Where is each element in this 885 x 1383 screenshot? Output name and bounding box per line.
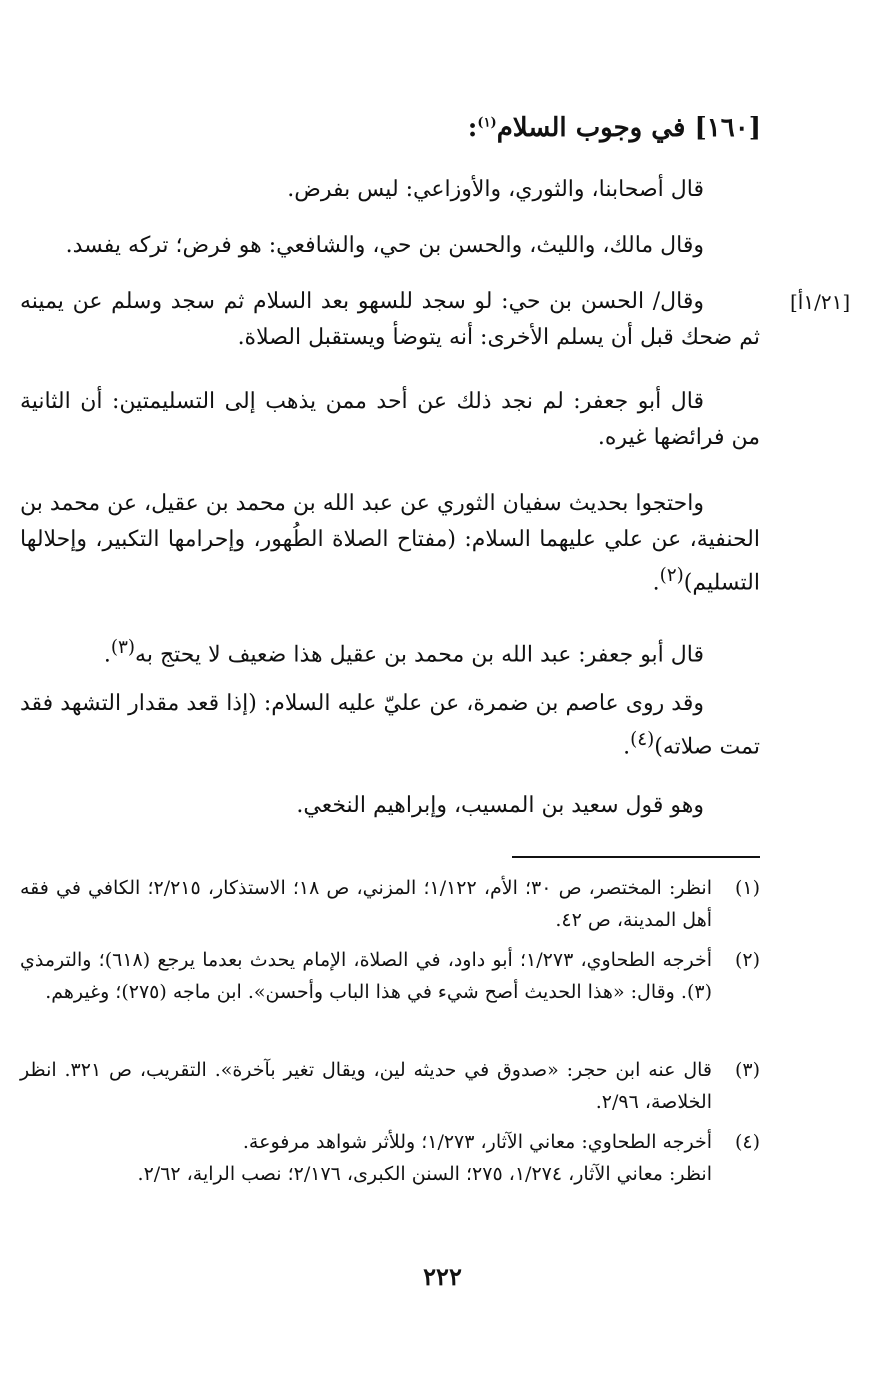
footnote-number: (٤) bbox=[734, 1131, 760, 1153]
paragraph bbox=[20, 284, 760, 356]
footnote-ref: (٣) bbox=[110, 637, 136, 658]
section-title: في وجوب السلام bbox=[496, 113, 686, 143]
paragraph-text: واحتجوا بحديث سفيان الثوري عن عبد الله بن محمد بن عقيل، عن محمد بن الحنفية، عن علي عليهما السلام: (مفتاح الصلاة الطُهور، وإحرامها التكبير، وإحلالها التسليم) bbox=[20, 491, 760, 596]
page-number: ٢٢٢ bbox=[423, 1262, 462, 1291]
footnote-text: قال عنه ابن حجر: «صدوق في حديثه لين، ويقال تغير بآخرة». التقريب، ص ٣٢١. انظر الخلاصة، ٢/٩٦. bbox=[20, 1059, 712, 1113]
paragraph-text: وقال مالك، والليث، والحسن بن حي، والشافعي: هو فرض؛ تركه يفسد. bbox=[65, 233, 704, 258]
punctuation: . bbox=[103, 642, 111, 668]
punctuation: . bbox=[652, 570, 660, 596]
section-heading bbox=[468, 108, 761, 148]
footnote-ref: (٢) bbox=[659, 565, 684, 586]
footnote bbox=[20, 944, 760, 1008]
footnote-number: (١) bbox=[734, 877, 760, 899]
paragraph-text: وقال/ الحسن بن حي: لو سجد للسهو بعد السلام ثم سجد وسلم عن يمينه ثم ضحك قبل أن يسلم الأخرى: أنه يتوضأ ويستقبل الصلاة. bbox=[20, 289, 760, 350]
paragraph-text: وهو قول سعيد بن المسيب، وإبراهيم النخعي. bbox=[296, 793, 704, 818]
paragraph-text: قال أصحابنا، والثوري، والأوزاعي: ليس بفرض. bbox=[287, 177, 704, 202]
heading-footnote-ref: (١) bbox=[477, 115, 497, 131]
punctuation: . bbox=[623, 734, 631, 760]
footnote-separator bbox=[512, 856, 760, 858]
paragraph bbox=[20, 172, 760, 208]
manuscript-folio-ref: [١/٢١أ] bbox=[790, 290, 851, 314]
section-number: [١٦٠] bbox=[694, 113, 761, 143]
footnote-number: (٣) bbox=[734, 1059, 760, 1081]
paragraph bbox=[20, 630, 760, 673]
paragraph-text: قال أبو جعفر: عبد الله بن محمد بن عقيل هذا ضعيف لا يحتج به bbox=[135, 642, 704, 668]
footnote bbox=[20, 1054, 760, 1118]
paragraph bbox=[20, 384, 760, 456]
footnote-text: أخرجه الطحاوي: معاني الآثار، ١/٢٧٣؛ وللأثر شواهد مرفوعة. bbox=[242, 1131, 712, 1153]
paragraph bbox=[20, 788, 760, 824]
paragraph-text: وقد روى عاصم بن ضمرة، عن عليّ عليه السلام: (إذا قعد مقدار التشهد فقد تمت صلاته) bbox=[20, 691, 760, 760]
footnote-text: انظر: المختصر، ص ٣٠؛ الأم، ١/١٢٢؛ المزني، ص ١٨؛ الاستذكار، ٢/٢١٥؛ الكافي في فقه أهل المدينة، ص ٤٢. bbox=[20, 877, 712, 931]
heading-colon: : bbox=[467, 113, 478, 143]
footnote-text: أخرجه الطحاوي، ١/٢٧٣؛ أبو داود، في الصلاة، الإمام يحدث بعدما يرجع (٦١٨)؛ والترمذي (٣). وقال: «هذا الحديث أصح شيء في هذا الباب وأحسن». ابن ماجه (٢٧٥)؛ وغيرهم. bbox=[20, 949, 712, 1003]
paragraph bbox=[20, 686, 760, 765]
footnote-continuation: انظر: معاني الآثار، ١/٢٧٤، ٢٧٥؛ السنن الكبرى، ٢/١٧٦؛ نصب الراية، ٢/٦٢. bbox=[137, 1163, 712, 1185]
footnote bbox=[20, 872, 760, 936]
footnote bbox=[20, 1126, 760, 1190]
paragraph bbox=[20, 486, 760, 601]
paragraph bbox=[20, 228, 760, 264]
footnote-ref: (٤) bbox=[630, 729, 655, 750]
footnote-number: (٢) bbox=[734, 949, 760, 971]
paragraph-text: قال أبو جعفر: لم نجد ذلك عن أحد ممن يذهب إلى التسليمتين: أن الثانية من فرائضها غيره. bbox=[20, 389, 760, 450]
